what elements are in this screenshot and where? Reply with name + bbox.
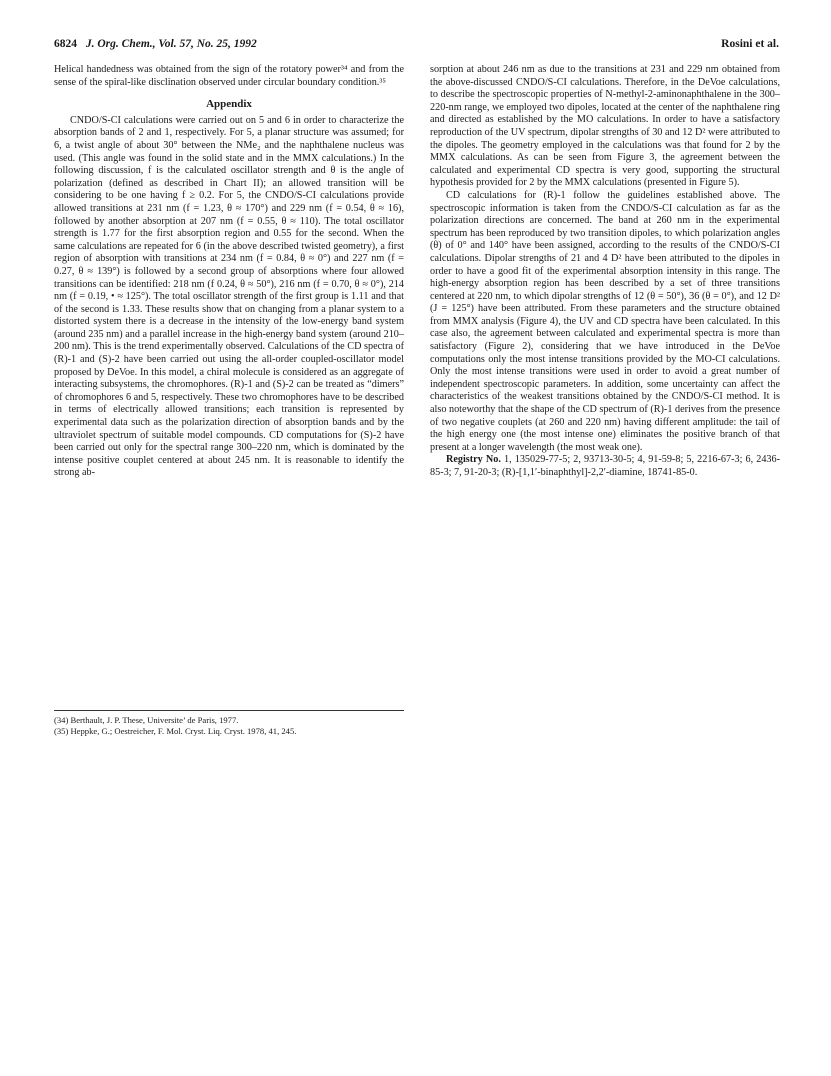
header-left [54,38,257,50]
journal-citation: J. Org. Chem., Vol. 57, No. 25, 1992 [85,38,257,50]
intro-paragraph: Helical handedness was obtained from the sign of the rotatory power³⁴ and from the sense of the spiral-like disclination observed under circular boundary condition.³⁵ [54,64,404,88]
right-paragraph-1: sorption at about 246 nm as due to the transitions at 231 and 229 nm obtained from the above-discussed CNDO/S-CI calculations. Therefore, in the DeVoe calculations, to describe the spectroscopic properties of N-methyl-2-aminonaphthalene in the 300–220-nm range, we employed two dipoles, located at the center of the naphthalene ring and directed as established by the MO calculations. In order to have a satisfactory reproduction of the UV spectrum, dipolar strengths of 30 and 12 D² were attributed to the dipoles. The geometry employed in the calculations was that found for 2 by the MMX calculations. As can be seen from Figure 3, the agreement between the calculated and experimental CD spectra is very good, supporting the structural hypothesis provided for 2 by the MMX calculations (presented in Figure 5). [430,64,780,189]
right-column [430,64,780,480]
appendix-paragraph-1: CNDO/S-CI calculations were carried out on 5 and 6 in order to characterize the absorption bands of 2 and 1, respectively. For 5, a planar structure was assumed; for 6, a twist angle of about 30° between the NMe₂ and the naphthalene nucleus was used. (This angle was found in the solid state and in the MMX calculations.) In the following discussion, f is the calculated oscillator strength and θ is the angle of polarization (defined as described in Chart II); an allowed transition will be considering to be one having f ≥ 0.2. For 5, the CNDO/S-CI calculations provide allowed transitions at 231 nm (f = 1.23, θ ≈ 170°) and 229 nm (f = 0.54, θ ≈ 16), followed by another absorption at 207 nm (f = 0.55, θ ≈ 110). The total oscillator strength is 1.77 for the first absorption region and 0.55 for the second. When the same calculations are repeated for 6 (in the above described twisted geometry), a first region of absorption with transitions at 234 nm (f = 0.84, θ ≈ 0°) and 227 nm (f = 0.27, θ ≈ 139°) is followed by a second group of absorptions where four allowed transitions can be identified: 218 nm (f 0.24, θ ≈ 50°), 216 nm (f = 0.70, θ ≈ 0°), 214 nm (f = 0.19, • ≈ 125°). The total oscillator strength of the first group is 1.11 and that of the second is 1.33. These results show that on changing from a planar system to a distorted system there is a decrease in the intensity of the low-energy band system (around 235 nm) and a parallel increase in the high-energy band system (around 210–200 nm). This is the trend experimentally observed. Calculations of the CD spectra of (R)-1 and (S)-2 have been carried out using the all-order coupled-oscillator model proposed by DeVoe. In this model, a chiral molecule is considered as an aggregate of interacting subsystems, the chromophores. (R)-1 and (S)-2 can be treated as “dimers” of chromophores 6 and 5, respectively. These two chromophores have to be described in terms of electrically allowed transitions; each transition is represented by experimental data such as the polarization direction of absorption bands and by the ultraviolet spectrum of suitable model compounds. CD computations for (S)-2 have been carried out only for the spectral range 300–220 nm, which is dominated by the intense positive couplet centered at about 245 nm. It is reasonable to identify the strong ab- [54,114,404,479]
right-paragraph-2: CD calculations for (R)-1 follow the guidelines established above. The spectroscopic information is taken from the CNDO/S-CI calculation as far as the polarization directions are concerned. The band at 260 nm in the experimental spectrum has been reproduced by two transition dipoles, to which polarization angles (θ) of 0° and 140° have been assigned, according to the results of the CNDO/S-CI calculations. Dipolar strengths of 21 and 4 D² have been attributed to the dipoles in order to have a good fit of the experimental absorption intensity in this range. The high-energy absorption region has been described by a set of three transitions centered at 220 nm, to which dipolar strengths of 12 (θ = 50°), 36 (θ = 0°), and 12 D² (J = 125°) have been attributed. From these parameters and the structure obtained from MMX analysis (Figure 4), the UV and CD spectra have been calculated. In this case also, the agreement between calculated and experimental spectra is more than satisfactory (Figure 2), considering that we have introduced in the DeVoe computations only the most intense transitions provided by the MO-CI calculations. Only the most intense transitions were used in order to avoid a great number of independent spectroscopic parameters. In addition, some uncertainty can affect the characteristics of the weakest transitions obtained by the CNDO/S-CI method. It is also noteworthy that the shape of the CD spectrum of (R)-1 derives from the presence of two negative couplets (at 260 and 220 nm) having different amplitude: the tail of the high energy one (the most intense one) eliminates the positive branch of that present at a longer wavelength (the most weak one). [430,189,780,453]
running-authors: Rosini et al. [721,38,779,50]
registry-numbers [430,454,780,479]
registry-label: Registry No. [446,454,501,466]
page-number: 6824 [54,38,77,50]
left-column [54,64,404,480]
footnote-34: (34) Berthault, J. P. These, Universite’ de Paris, 1977. [54,715,239,725]
appendix-heading: Appendix [206,98,252,111]
footnote-35: (35) Heppke, G.; Oestreicher, F. Mol. Cryst. Liq. Cryst. 1978, 41, 245. [54,726,297,736]
footnotes [54,710,404,737]
registry-text: 1, 135029-77-5; 2, 93713-30-5; 4, 91-59-8; 5, 2216-67-3; 6, 2436-85-3; 7, 91-20-3; (R)-[1,1′-binaphthyl]-2,2′-diamine, 18741-85-0. [430,454,781,478]
page-header [54,38,779,54]
